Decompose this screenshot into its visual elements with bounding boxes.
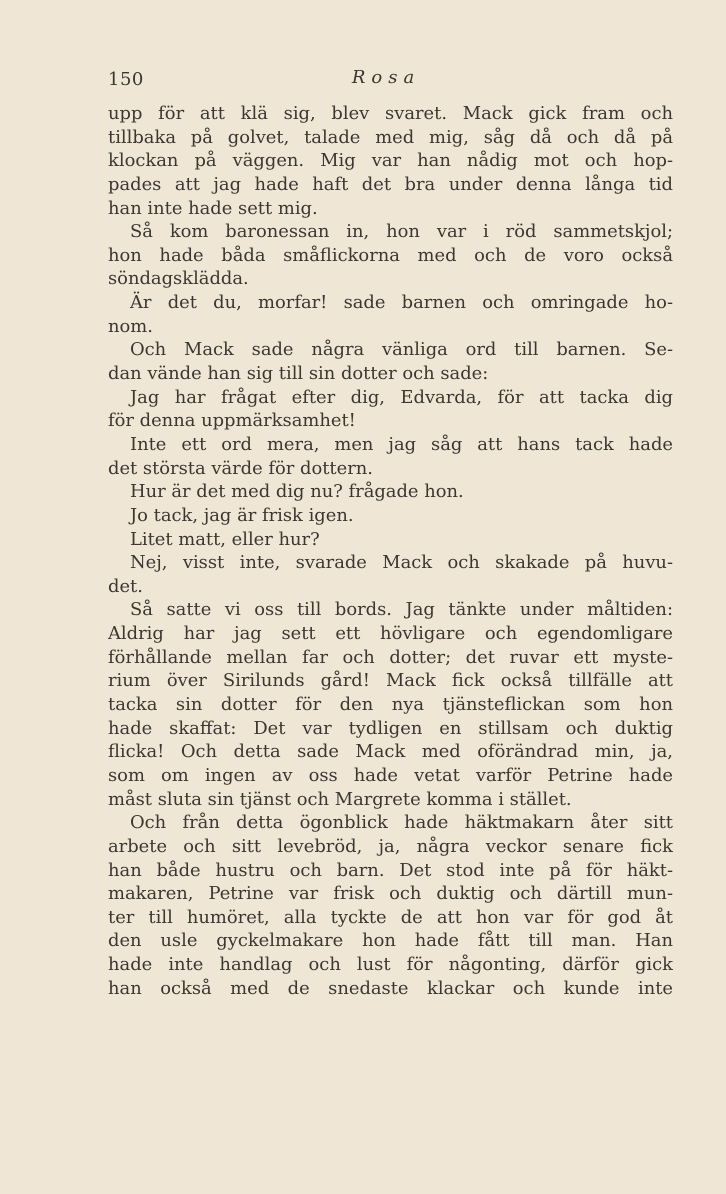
text-line: det största värde för dottern. [108, 457, 373, 479]
text-line: Aldrig har jag sett ett hövligare och egendomligare [108, 623, 673, 645]
text-line: Litet matt, eller hur? [130, 528, 320, 550]
text-line: söndagsklädda. [108, 268, 249, 290]
text-line: han inte hade sett mig. [108, 197, 318, 219]
text-line: klockan på väggen. Mig var han nådig mot och hop- [108, 150, 673, 172]
text-line: måst sluta sin tjänst och Margrete komma i stället. [108, 788, 572, 810]
text-line: den usle gyckelmakare hon hade fått till man. Han [108, 930, 673, 952]
text-line: Och från detta ögonblick hade häktmakarn åter sitt [130, 812, 673, 834]
text-line: ter till humöret, alla tyckte de att hon var för god åt [108, 906, 673, 928]
text-line: tillbaka på golvet, talade med mig, såg då och då på [108, 126, 673, 148]
text-line: det. [108, 575, 143, 597]
page-number: 150 [108, 69, 144, 90]
text-line: hon hade båda småflickorna med och de voro också [108, 244, 673, 266]
text-line: makaren, Petrine var frisk och duktig och därtill mun- [108, 883, 673, 905]
body-text [108, 102, 673, 1000]
text-line: pades att jag hade haft det bra under denna långa tid [108, 173, 673, 195]
text-line: Och Mack sade några vänliga ord till barnen. Se- [130, 339, 673, 361]
text-line: Jag har frågat efter dig, Edvarda, för att tacka dig [130, 386, 673, 408]
text-line: arbete och sitt levebröd, ja, några veckor senare fick [108, 835, 673, 857]
text-line: Inte ett ord mera, men jag såg att hans tack hade [130, 433, 673, 455]
text-line: hade skaffat: Det var tydligen en stillsam och duktig [108, 717, 673, 739]
text-line: Jo tack, jag är frisk igen. [130, 504, 354, 526]
text-line: Så satte vi oss till bords. Jag tänkte under måltiden: [130, 599, 673, 621]
text-line: tacka sin dotter för den nya tjänsteflickan som hon [108, 694, 673, 716]
text-line: flicka! Och detta sade Mack med oförändrad min, ja, [108, 741, 673, 763]
text-line: nom. [108, 315, 153, 337]
running-head: Rosa [351, 67, 421, 88]
text-line: för denna uppmärksamhet! [108, 410, 356, 432]
text-line: han både hustru och barn. Det stod inte på för häkt- [108, 859, 673, 881]
text-line: han också med de snedaste klackar och kunde inte [108, 977, 673, 999]
text-line: förhållande mellan far och dotter; det ruvar ett myste- [108, 646, 673, 668]
text-line: Nej, visst inte, svarade Mack och skakade på huvu- [130, 552, 673, 574]
text-line: upp för att klä sig, blev svaret. Mack gick fram och [108, 103, 673, 124]
text-line: Hur är det med dig nu? frågade hon. [130, 481, 464, 503]
text-line: rium över Sirilunds gård! Mack fick också tillfälle att [108, 670, 673, 692]
text-line: Så kom baronessan in, hon var i röd sammetskjol; [130, 221, 673, 243]
text-line: hade inte handlag och lust för någonting, därför gick [108, 954, 673, 976]
text-line: Är det du, morfar! sade barnen och omringade ho- [130, 292, 673, 314]
text-line: dan vände han sig till sin dotter och sade: [108, 363, 489, 385]
text-line: som om ingen av oss hade vetat varför Petrine hade [108, 764, 673, 786]
